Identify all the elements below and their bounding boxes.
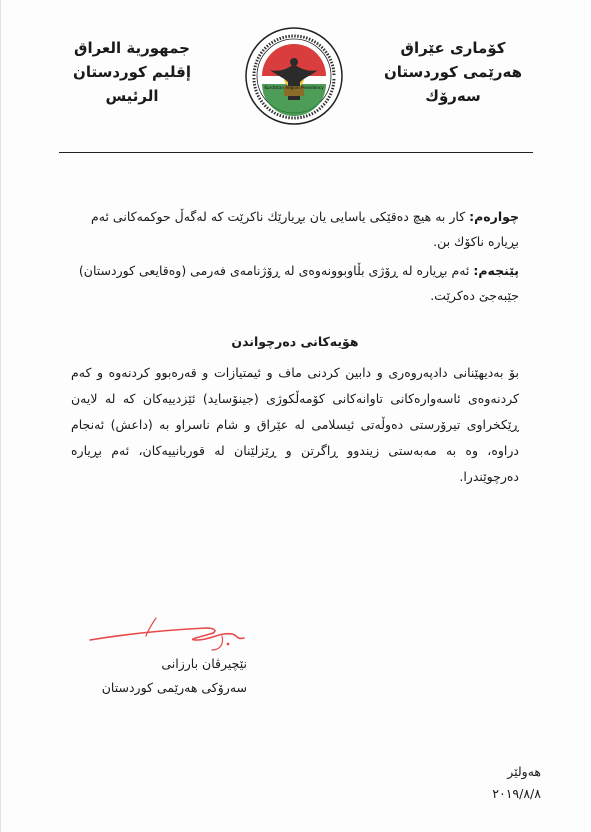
presidency-seal-logo — [244, 26, 344, 126]
header-divider — [59, 152, 533, 153]
kurdish-line-country: كۆماری عێراق — [400, 39, 506, 57]
clause-five-text: ئەم بڕیارە لە ڕۆژی بڵاوبوونەوەی لە ڕۆژنامەی فەرمی (وەقایعی كوردستان) جێبەجێ دەكرێت. — [78, 263, 519, 303]
arabic-line-country: جمهورية العراق — [74, 39, 190, 57]
kurdish-line-office: سەرۆك — [425, 87, 481, 105]
clause-four — [71, 204, 519, 254]
arabic-line-office: الرئيس — [105, 87, 159, 105]
issue-place: هەولێر — [507, 764, 541, 779]
reasons-heading: هۆیەكانی دەرچواندن — [231, 334, 359, 349]
signatory-title: سەرۆكی هەرێمی كوردستان — [101, 680, 247, 695]
clause-four-label: چوارەم: — [469, 209, 519, 224]
arabic-letterhead — [57, 36, 207, 108]
issue-date: ٢٠١٩/٨/٨ — [492, 786, 541, 801]
clause-four-text: كار بە هیچ دەقێكی یاسایی یان بڕیارێك ناكرێت كە لەگەڵ حوكمەكانی ئەم بڕیارە ناكۆك بن. — [91, 209, 519, 249]
signatory-name: نێچیرڤان بارزانی — [161, 656, 247, 671]
logo-caption: Kurdistan Region Presidency — [264, 85, 324, 90]
clause-five — [71, 258, 519, 308]
clause-five-label: پێنجەم: — [473, 263, 519, 278]
arabic-line-region: إقليم كوردستان — [73, 63, 191, 81]
kurdish-letterhead — [373, 36, 533, 108]
kurdish-line-region: هەرێمی كوردستان — [384, 63, 522, 81]
reasons-paragraph: بۆ بەدیهێنانی دادپەروەری و دابین كردنی ماف و ئیمتیازات و قەرەبوو كردنەوە و كەم كردنەوەی ئاسەوارەكانی تاوانەكانی كۆمەڵكوژی (جینۆساید) ئێزدییەكان كە لە لایەن ڕێكخراوی تیرۆرستی دەوڵەتی ئیسلامی لە عێراق و شام ناسراو بە (داعش) ئەنجام دراوە، وە بە مەبەستی زیندوو ڕاگرتن و ڕێزلێنان لە قوربانییەكان، ئەم بڕیارە دەرچوێندرا. — [71, 365, 519, 484]
